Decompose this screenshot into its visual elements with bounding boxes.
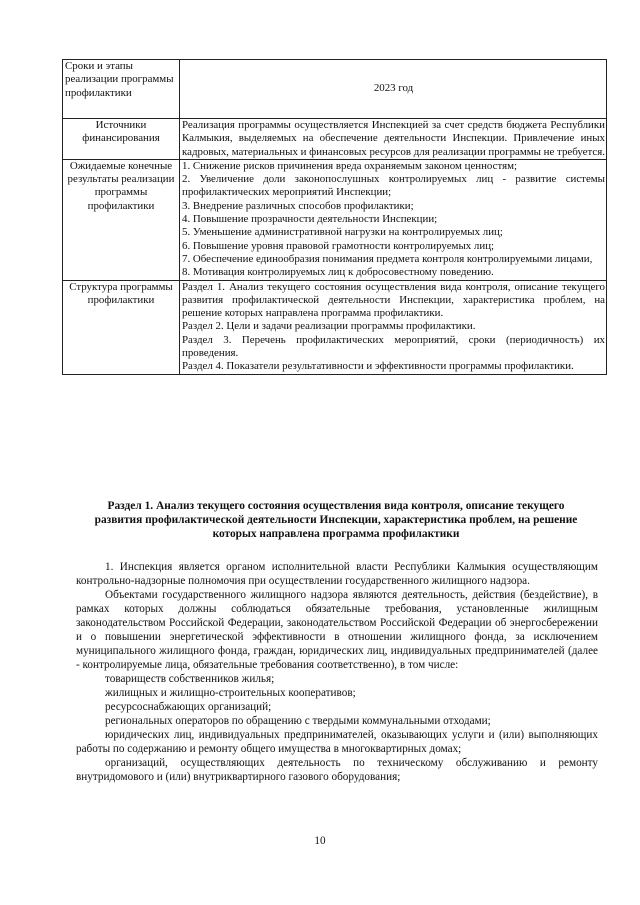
row-label: Ожидаемые конечные результаты реализации программы профилактики — [63, 159, 180, 280]
body-text — [76, 560, 598, 784]
table-row — [63, 159, 607, 280]
list-item: товариществ собственников жилья; — [105, 673, 275, 685]
list-item: 7. Обеспечение единообразия понимания предмета контроля контролируемыми лицами, — [182, 252, 593, 265]
expected-results-list — [180, 159, 607, 280]
paragraph: 1. Инспекция является органом исполнительной власти Республики Калмыкия осуществляющим контрольно-надзорные полномочия при осуществлении государственного жилищного надзора. — [76, 561, 598, 587]
list-item: региональных операторов по обращению с твердыми коммунальными отходами; — [105, 715, 491, 727]
paragraph: Объектами государственного жилищного надзора являются деятельность, действия (бездействие), в рамках которых должны соблюдаться обязательные требования, установленные жилищным законодательством Российской Федерации, законодательством Российской Федерации об энергосбережении и о повышении энергетической эффективности в отношении жилищного фонда, за исключением муниципального жилищного фонда, граждан, юридических лиц, индивидуальных предпринимателей (далее - контролируемые лица, обязательные требования соответственно), в том числе: — [76, 589, 598, 671]
list-item: жилищных и жилищно-строительных кооперативов; — [105, 687, 356, 699]
list-item: юридических лиц, индивидуальных предпринимателей, оказывающих услуги и (или) выполняющих работы по содержанию и ремонту общего имущества в многоквартирных домах; — [76, 729, 598, 755]
table-row — [63, 60, 607, 119]
list-item: Раздел 4. Показатели результативности и эффективности программы профилактики. — [182, 360, 574, 373]
list-item: 6. Повышение уровня правовой грамотности контролируемых лиц; — [182, 239, 495, 252]
row-value: 2023 год — [180, 60, 607, 119]
list-item: Раздел 3. Перечень профилактических мероприятий, сроки (периодичность) их проведения. — [182, 333, 605, 360]
row-label: Источники финансирования — [63, 119, 180, 160]
list-item: 3. Внедрение различных способов профилактики; — [182, 199, 414, 212]
list-item: организаций, осуществляющих деятельность по техническому обслуживанию и ремонту внутридомового и (или) внутриквартирного газового оборудования; — [76, 757, 598, 783]
list-item: 1. Снижение рисков причинения вреда охраняемым законом ценностям; — [182, 159, 518, 172]
program-passport-table — [62, 59, 607, 375]
row-label: Сроки и этапы реализации программы профилактики — [63, 60, 180, 119]
list-item: Раздел 2. Цели и задачи реализации программы профилактики. — [182, 320, 476, 333]
list-item: 4. Повышение прозрачности деятельности Инспекции; — [182, 213, 438, 226]
list-item: Раздел 1. Анализ текущего состояния осуществления вида контроля, описание текущего развития профилактической деятельности Инспекции, характеристика проблем, на решение которых направлена программа профилактики. — [182, 280, 605, 320]
list-item: 5. Уменьшение административной нагрузки на контролируемых лиц; — [182, 226, 503, 239]
list-item: ресурсоснабжающих организаций; — [105, 701, 272, 713]
page-number: 10 — [314, 835, 326, 847]
row-value: Реализация программы осуществляется Инспекцией за счет средств бюджета Республики Калмыкия, выделяемых на обеспечение деятельности Инспекции. Привлечение иных кадровых, материальных и финансовых ресурсов для реализации программы не требуется. — [180, 119, 607, 160]
list-item: 2. Увеличение доли законопослушных контролируемых лиц - развитие системы профилактических мероприятий Инспекции; — [182, 173, 605, 199]
table-row — [63, 280, 607, 374]
list-item: 8. Мотивация контролируемых лиц к добросовестному поведению. — [182, 266, 494, 279]
section-title: Раздел 1. Анализ текущего состояния осуществления вида контроля, описание текущего развития профилактической деятельности Инспекции, характеристика проблем, на решение которых направлена программа профилактики — [94, 500, 578, 540]
row-label: Структура программы профилактики — [63, 280, 180, 374]
table-row — [63, 119, 607, 160]
structure-list — [180, 280, 607, 374]
